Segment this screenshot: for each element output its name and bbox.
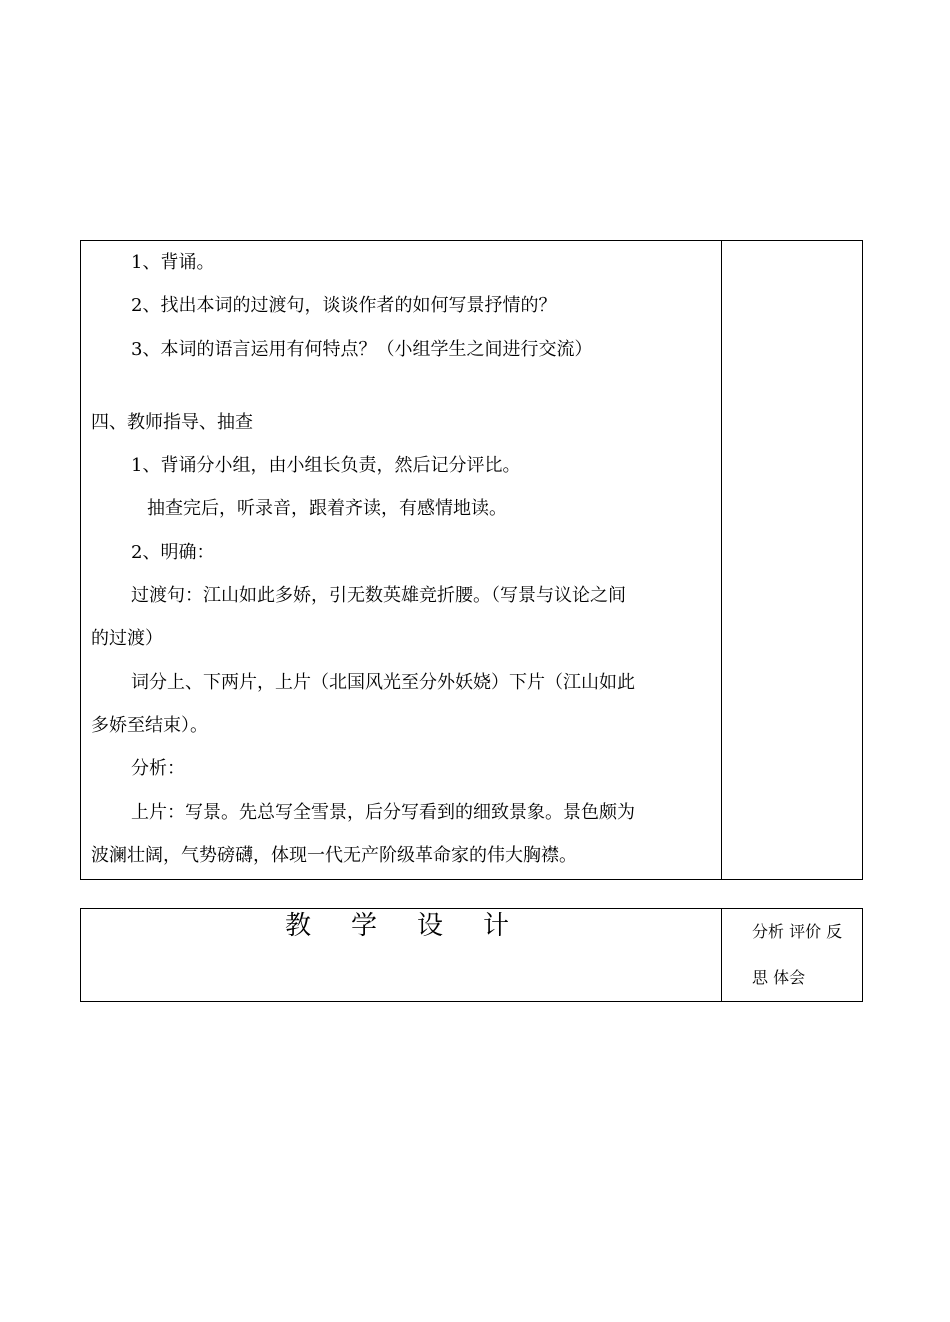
item-transition-question: 2、找出本词的过渡句，谈谈作者的如何写景抒情的？ [131, 295, 557, 317]
analysis-line2: 波澜壮阔，气势磅礴，体现一代无产阶级革命家的伟大胸襟。 [91, 844, 577, 866]
blank-spacer [91, 371, 711, 401]
lesson-content-table [80, 240, 863, 880]
reflection-heading-cell [722, 909, 863, 1002]
structure-line2: 多娇至结束）。 [91, 714, 208, 736]
design-header-table [80, 908, 863, 1002]
notes-cell [722, 241, 863, 880]
analysis-line1: 上片：写景。先总写全雪景，后分写看到的细致景象。景色颇为 [131, 801, 635, 823]
design-heading-cell [81, 909, 722, 1002]
item-recite: 1、背诵。 [131, 252, 215, 273]
item-language-question: 3、本词的语言运用有何特点？（小组学生之间进行交流） [131, 338, 593, 360]
item-group-recite: 1、背诵分小组，由小组长负责，然后记分评比。 [131, 455, 521, 477]
lesson-content-cell [81, 241, 722, 880]
transition-sentence-line1: 过渡句：江山如此多娇，引无数英雄竞折腰。（写景与议论之间 [131, 585, 626, 607]
item-listen-read: 抽查完后，听录音，跟着齐读，有感情地读。 [147, 498, 507, 520]
transition-sentence-line2: 的过渡） [91, 628, 163, 650]
section-heading-guidance: 四、教师指导、抽查 [91, 411, 253, 433]
design-heading: 教学设计 [285, 911, 550, 941]
analysis-label: 分析： [131, 758, 185, 780]
reflection-heading-line1: 分析 评价 反 [752, 922, 843, 941]
structure-line1: 词分上、下两片，上片（北国风光至分外妖娆）下片（江山如此 [131, 671, 635, 693]
reflection-heading-line2: 思 体会 [752, 968, 806, 987]
item-clarify: 2、明确： [131, 541, 215, 563]
